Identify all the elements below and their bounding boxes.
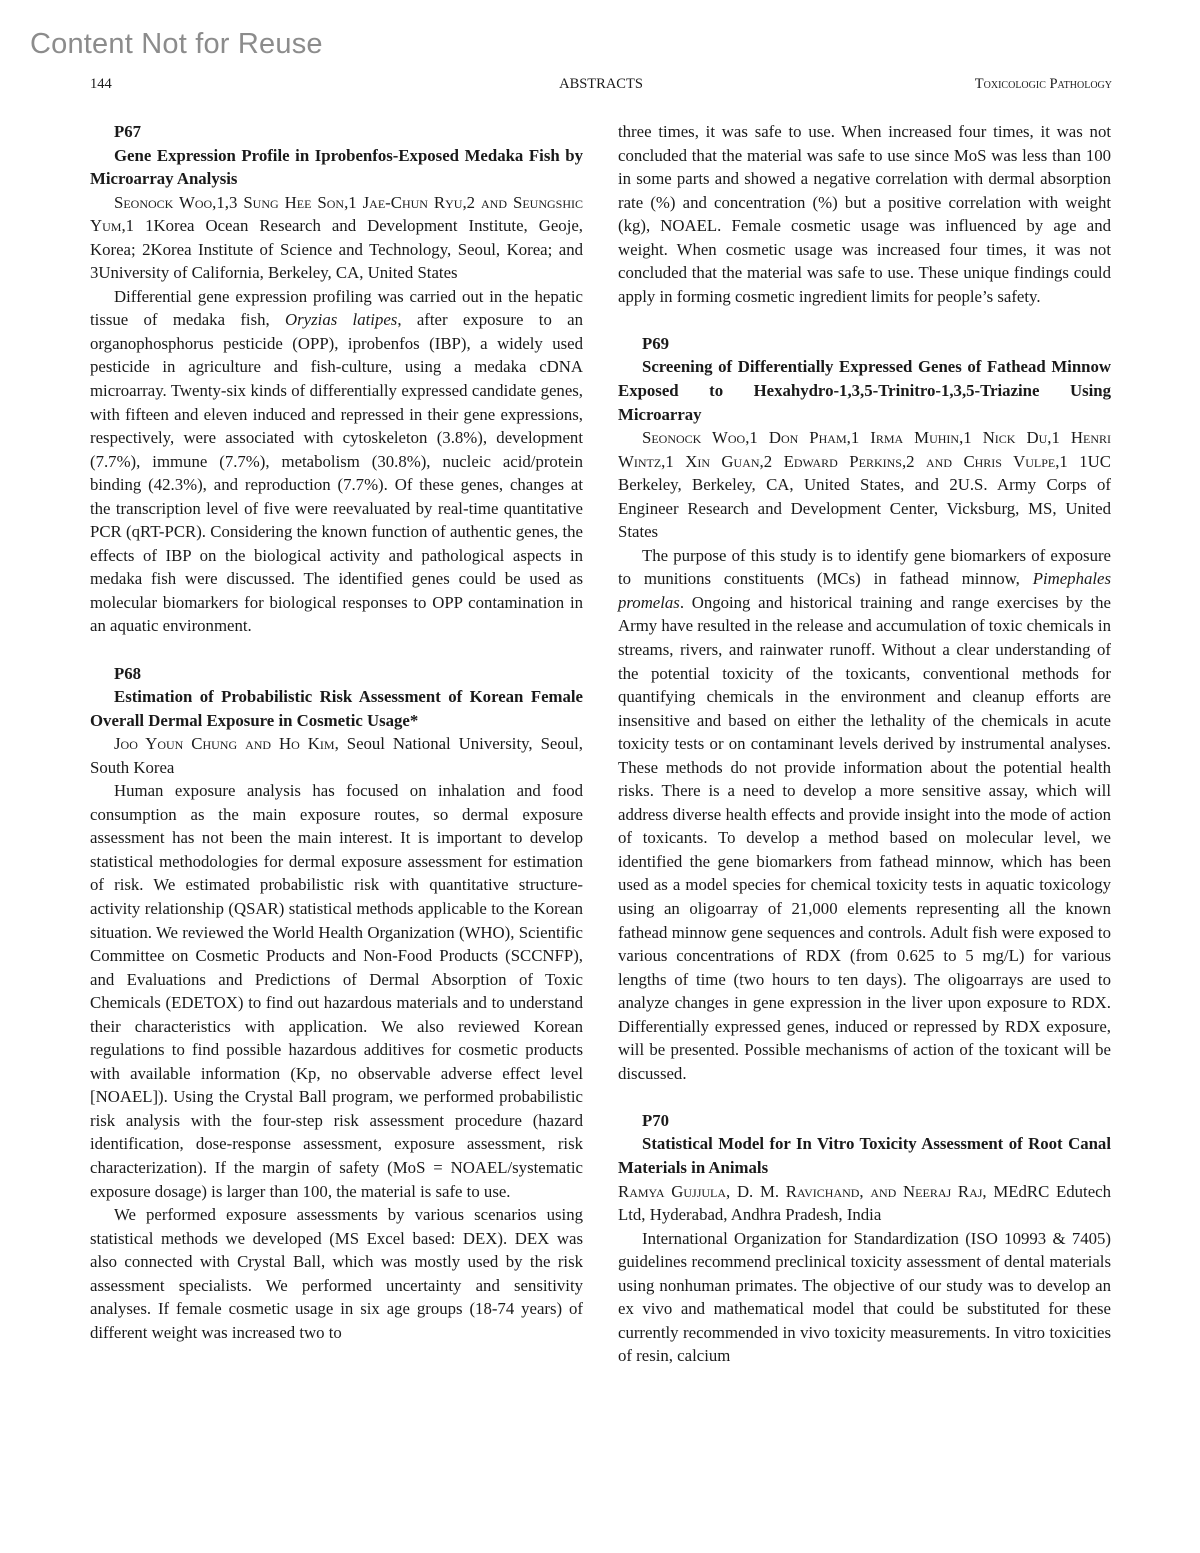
abstract-p69 [618,332,1111,1086]
author-block [618,426,1111,544]
abstract-id: P68 [114,663,142,683]
body-text: Differential gene expression profiling was carried out in the hepatic tissue of medaka fish, [90,286,583,330]
body-text: , after exposure to an organophosphorus pesticide (OPP), iprobenfos (IBP), a widely used pesticide in agriculture and fish-culture, using a medaka cDNA microarray. Twenty-six kinds of differentially expressed candidate genes, with fifteen and eleven induced and repressed in their gene expressions, respectively, were associated with cytoskeleton (3.8%), development (7.7%), immune (7.7%), metabolism (30.8%), nucleic acid/protein binding (42.3%), and reproduction (7.7%). Of these genes, changes at the transcription level of five were reevaluated by real-time quantitative PCR (qRT-PCR). Considering the known function of authentic genes, the effects of IBP on the biological activity and pathological aspects in medaka fish were discussed. The identified genes could be used as molecular biomarkers for biological responses to OPP contamination in an aquatic environment. [90,310,583,636]
abstract-body: Human exposure analysis has focused on inhalation and food consumption as the main exposure routes, so dermal exposure assessment has not been the main interest. It is important to develop statistical methodologies for dermal exposure assessment for estimation of risk. We estimated probabilistic risk with quantitative structure-activity relationship (QSAR) statistical methods applicable to the Korean situation. We reviewed the World Health Organization (WHO), Scientific Committee on Cosmetic Products and Non-Food Products (SCCNFP), and Evaluations and Predictions of Dermal Absorption of Toxic Chemicals (EDETOX) to find out hazardous materials and to understand their characteristics with application. We also reviewed Korean regulations to find possible hazardous additives for cosmetic products with available information (Kp, no observable adverse effect level [NOAEL]). Using the Crystal Ball program, we performed probabilistic risk analysis with the four-step risk assessment procedure (hazard identification, dose-response assessment, exposure assessment, risk characterization). If the margin of safety (MoS = NOAEL/systematic exposure dosage) is larger than 100, the material is safe to use. [90,781,583,1201]
watermark: Content Not for Reuse [30,28,323,60]
body-text: . Ongoing and historical training and range exercises by the Army have resulted in the release and accumulation of toxic chemicals in streams, rivers, and rainwater runoff. Without a clear understanding of the potential toxicity of the toxicants, conventional methods for quantifying chemicals in the environment and cleanup efforts are insensitive and based on either the lethality of the chemicals in acute toxicity tests or on contaminant levels derived by instrumental analyses. These methods do not provide information about the potential health risks. There is a need to develop a more sensitive assay, which will address diverse health effects and provide insight into the mode of action of toxicants. To develop a method based on molecular level, we identified the gene biomarkers from fathead minnow, which has been used as a model species for chemical toxicity tests in aquatic toxicology using an oligoarray of 21,000 elements representing all the known fathead minnow gene sequences and controls. Adult fish were exposed to various concentrations of RDX (from 0.625 to 5 mg/L) for various lengths of time (two hours to ten days). The oligoarrays are used to analyze changes in gene expression in the liver upon exposure to RDX. Differentially expressed genes, induced or repressed by RDX exposure, will be presented. Possible mechanisms of action of the toxicant will be discussed. [618,592,1111,1083]
author-names: Seonock Woo,1,3 Sung Hee Son,1 Jae-Chun Ryu,2 and Seungshic Yum,1 [90,192,583,236]
abstract-id: P69 [642,333,670,353]
right-column [618,120,1111,1368]
running-head [90,76,1112,96]
body-text: The purpose of this study is to identify gene biomarkers of exposure to munitions constituents (MCs) in fathead minnow, [618,545,1111,589]
species-name: Pimephales promelas [618,569,1111,612]
abstract-title: Estimation of Probabilistic Risk Assessment of Korean Female Overall Dermal Exposure in Cosmetic Usage* [90,687,583,730]
abstract-p70 [618,1109,1111,1368]
abstract-p67 [90,120,583,638]
author-names: Joo Youn Chung and Ho Kim, [114,734,339,754]
abstract-p68 [90,662,583,1345]
left-column [90,120,583,1344]
abstract-body: International Organization for Standardization (ISO 10993 & 7405) guidelines recommend preclinical toxicity assessment of dental materials using nonhuman primates. The objective of our study was to develop an ex vivo and mathematical model that could be substituted for these currently recommended in vivo toxicity measurements. In vitro toxicities of resin, calcium [618,1228,1111,1366]
author-block [90,191,583,285]
abstract-continuation: three times, it was safe to use. When increased four times, it was not concluded that the material was safe to use since MoS was less than 100 in some parts and showed a negative correlation with dermal absorption rate (%) and concentration (%) but a positive correlation with weight (kg), NOAEL. Female cosmetic usage was influenced by age and weight. When cosmetic usage was increased four times, it was not concluded that the material was safe to use. These unique findings could apply in forming cosmetic ingredient limits for people’s safety. [618,122,1111,306]
journal-name: Toxicologic Pathology [974,76,1112,92]
author-block [618,1180,1111,1227]
abstract-title: Screening of Differentially Expressed Genes of Fathead Minnow Exposed to Hexahydro-1,3,5-Trinitro-1,3,5-Triazine Using Microarray [618,357,1111,424]
abstract-body [618,544,1111,1086]
author-affiliations: 1UC Berkeley, Berkeley, CA, United States, and 2U.S. Army Corps of Engineer Research and Development Center, Vicksburg, MS, United States [618,451,1111,542]
author-affiliations: Seoul National University, Seoul, South Korea [90,734,583,777]
abstract-id: P67 [114,122,142,141]
author-affiliations: MEdRC Edutech Ltd, Hyderabad, Andhra Pradesh, India [618,1181,1111,1225]
author-block [90,732,583,779]
abstract-title: Statistical Model for In Vitro Toxicity Assessment of Root Canal Materials in Animals [618,1134,1111,1177]
author-names: Ramya Gujjula, D. M. Ravichand, and Neeraj Raj, [618,1181,987,1201]
author-names: Seonock Woo,1 Don Pham,1 Irma Muhin,1 Nick Du,1 Henri Wintz,1 Xin Guan,2 Edward Perkins,2 and Chris Vulpe,1 [618,428,1111,471]
abstract-id: P70 [642,1110,670,1130]
abstract-body: We performed exposure assessments by various scenarios using statistical methods we developed (MS Excel based: DEX). DEX was also connected with Crystal Ball, which was mostly used by the risk assessment specialists. We performed uncertainty and sensitivity analyses. If female cosmetic usage in six age groups (18-74 years) of different weight was increased two to [90,1205,583,1342]
abstract-body [90,285,583,638]
author-affiliations: 1Korea Ocean Research and Development Institute, Geoje, Korea; 2Korea Institute of Science and Technology, Seoul, Korea; and 3University of California, Berkeley, CA, United States [90,216,584,283]
section-title: ABSTRACTS [559,76,643,92]
abstract-title: Gene Expression Profile in Iprobenfos-Exposed Medaka Fish by Microarray Analysis [90,145,583,189]
species-name: Oryzias latipes [285,310,398,330]
page-number: 144 [90,76,112,92]
